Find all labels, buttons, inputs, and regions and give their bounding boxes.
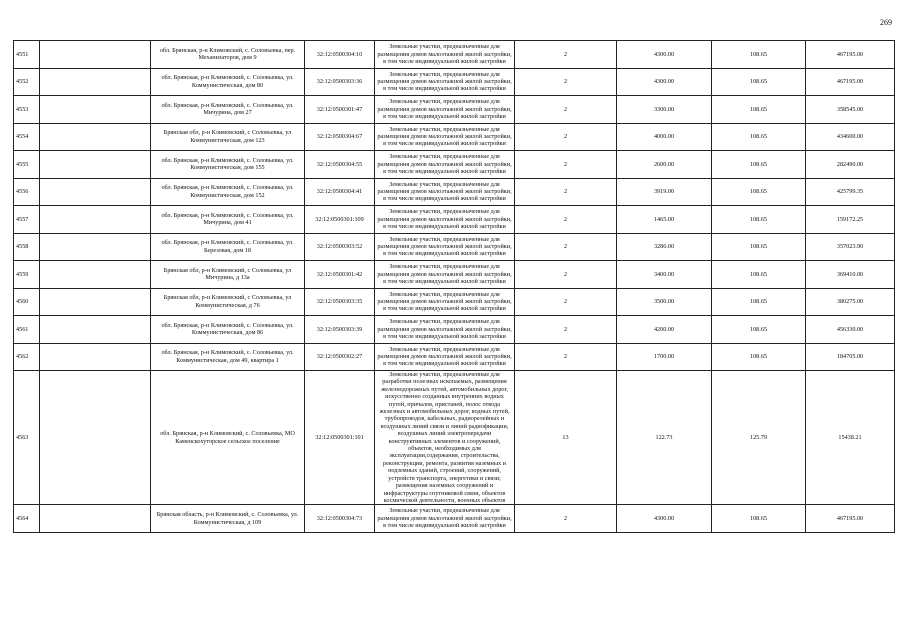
cadastral-number-cell: 32:12:0500303:36	[305, 68, 375, 96]
cadastral-value-cell: 159172.25	[806, 206, 895, 234]
table-row	[14, 371, 895, 505]
cadastral-number-cell: 32:12:0500301:47	[305, 96, 375, 124]
specific-value-cell: 108.65	[712, 123, 806, 151]
empty-cell	[40, 288, 151, 316]
empty-cell	[40, 233, 151, 261]
cadastral-number-cell: 32:12:0500304:41	[305, 178, 375, 206]
address-cell: обл. Брянская, р-н Климовский, с. Соловьевка, пер. Механизаторов, дом 9	[151, 41, 305, 69]
row-number-cell: 4561	[14, 316, 40, 344]
row-number-cell: 4558	[14, 233, 40, 261]
table-row	[14, 505, 895, 533]
address-cell: обл. Брянская, р-н Климовский, с. Соловьевка, МО Каменскохуторское сельское поселение	[151, 371, 305, 505]
cadastral-value-cell: 380275.00	[806, 288, 895, 316]
group-code-cell: 2	[515, 123, 617, 151]
address-cell: обл. Брянская, р-н Климовский, с. Соловьевка, ул. Мичурина, дом 27	[151, 96, 305, 124]
table-row	[14, 123, 895, 151]
group-code-cell: 2	[515, 233, 617, 261]
empty-cell	[40, 41, 151, 69]
row-number-cell: 4553	[14, 96, 40, 124]
group-code-cell: 2	[515, 178, 617, 206]
table-body	[14, 41, 895, 533]
group-code-cell: 13	[515, 371, 617, 505]
specific-value-cell: 108.65	[712, 178, 806, 206]
address-cell: Брянская область, р-н Климовский, с. Соловьевка, ул. Коммунистическая, д 109	[151, 505, 305, 533]
group-code-cell: 2	[515, 505, 617, 533]
address-cell: обл. Брянская, р-н Климовский, с. Соловьевка, ул. Мичурина, дом 41	[151, 206, 305, 234]
land-registry-table	[13, 40, 895, 533]
group-code-cell: 2	[515, 206, 617, 234]
cadastral-number-cell: 32:12:0500304:67	[305, 123, 375, 151]
land-use-cell: Земельные участки, предназначенные для размещения домов малоэтажной жилой застройки, в том числе индивидуальной жилой застройки	[375, 178, 515, 206]
address-cell: Брянская обл, р-н Климовский, с Соловьевка, ул Мичурина, д 13а	[151, 261, 305, 289]
table-row	[14, 261, 895, 289]
group-code-cell: 2	[515, 261, 617, 289]
cadastral-value-cell: 369410.00	[806, 261, 895, 289]
cadastral-value-cell: 282490.00	[806, 151, 895, 179]
cadastral-value-cell: 357023.90	[806, 233, 895, 261]
area-cell: 1465.00	[617, 206, 712, 234]
specific-value-cell: 108.65	[712, 206, 806, 234]
cadastral-number-cell: 32:12:0500303:35	[305, 288, 375, 316]
area-cell: 4300.00	[617, 41, 712, 69]
row-number-cell: 4556	[14, 178, 40, 206]
area-cell: 2600.00	[617, 151, 712, 179]
table-row	[14, 96, 895, 124]
row-number-cell: 4560	[14, 288, 40, 316]
land-use-cell: Земельные участки, предназначенные для размещения домов малоэтажной жилой застройки, в том числе индивидуальной жилой застройки	[375, 261, 515, 289]
address-cell: Брянская обл, р-н Климовский, с Соловьевка, ул Коммунистическая, д 76	[151, 288, 305, 316]
row-number-cell: 4564	[14, 505, 40, 533]
land-use-cell: Земельные участки, предназначенные для разработки полезных ископаемых, размещения железнодорожных путей, автомобильных дорог, искусственно созданных внутренних водных путей, причалов, пристаней, полос отвода железных и автомобильных дорог, водных путей, трубопроводов, кабельных, радиорелейных и воздушных линий связи и линий радиофикации, воздушных линий электропередачи конструктивных элементов и сооружений, объектов, необходимых для эксплуатации,содержания, строительства, реконструкции, ремонта, развития наземных и подземных зданий, строений, сооружений, устройств транспорта, энергетики и связи; размещения наземных сооружений и инфраструктуры спутниковой связи, объектов космической деятельности, военных объектов	[375, 371, 515, 505]
table-row	[14, 288, 895, 316]
group-code-cell: 2	[515, 316, 617, 344]
address-cell: обл. Брянская, р-н Климовский, с. Соловьевка, ул. Коммунистическая, дом 152	[151, 178, 305, 206]
cadastral-value-cell: 425799.35	[806, 178, 895, 206]
land-use-cell: Земельные участки, предназначенные для размещения домов малоэтажной жилой застройки, в том числе индивидуальной жилой застройки	[375, 123, 515, 151]
table-row	[14, 343, 895, 371]
address-cell: Брянская обл, р-н Климовский, с Соловьевка, ул Коммунистическая, дом 123	[151, 123, 305, 151]
specific-value-cell: 108.65	[712, 41, 806, 69]
empty-cell	[40, 261, 151, 289]
row-number-cell: 4559	[14, 261, 40, 289]
land-use-cell: Земельные участки, предназначенные для размещения домов малоэтажной жилой застройки, в том числе индивидуальной жилой застройки	[375, 316, 515, 344]
cadastral-value-cell: 434600.00	[806, 123, 895, 151]
row-number-cell: 4552	[14, 68, 40, 96]
address-cell: обл. Брянская, р-н Климовский, с. Соловьевка, ул. Березовая, дом 18	[151, 233, 305, 261]
land-use-cell: Земельные участки, предназначенные для размещения домов малоэтажной жилой застройки, в том числе индивидуальной жилой застройки	[375, 206, 515, 234]
area-cell: 3300.00	[617, 96, 712, 124]
cadastral-number-cell: 32:12:0500301:42	[305, 261, 375, 289]
land-use-cell: Земельные участки, предназначенные для размещения домов малоэтажной жилой застройки, в том числе индивидуальной жилой застройки	[375, 288, 515, 316]
cadastral-value-cell: 467195.00	[806, 68, 895, 96]
empty-cell	[40, 505, 151, 533]
specific-value-cell: 108.65	[712, 316, 806, 344]
area-cell: 1700.00	[617, 343, 712, 371]
cadastral-number-cell: 32:12:0500302:27	[305, 343, 375, 371]
address-cell: обл. Брянская, р-н Климовский, с. Соловьевка, ул. Коммунистическая, дом 80	[151, 68, 305, 96]
cadastral-number-cell: 32:12:0500301:101	[305, 371, 375, 505]
area-cell: 4300.00	[617, 68, 712, 96]
address-cell: обл. Брянская, р-н Климовский, с. Соловьевка, ул. Коммунистическая, дом 155	[151, 151, 305, 179]
group-code-cell: 2	[515, 96, 617, 124]
table-row	[14, 68, 895, 96]
empty-cell	[40, 206, 151, 234]
specific-value-cell: 125.79	[712, 371, 806, 505]
area-cell: 4300.00	[617, 505, 712, 533]
cadastral-value-cell: 15438.21	[806, 371, 895, 505]
land-use-cell: Земельные участки, предназначенные для размещения домов малоэтажной жилой застройки, в том числе индивидуальной жилой застройки	[375, 505, 515, 533]
row-number-cell: 4555	[14, 151, 40, 179]
area-cell: 3400.00	[617, 261, 712, 289]
table-row	[14, 178, 895, 206]
cadastral-value-cell: 358545.00	[806, 96, 895, 124]
group-code-cell: 2	[515, 343, 617, 371]
group-code-cell: 2	[515, 288, 617, 316]
area-cell: 3919.00	[617, 178, 712, 206]
land-use-cell: Земельные участки, предназначенные для размещения домов малоэтажной жилой застройки, в том числе индивидуальной жилой застройки	[375, 68, 515, 96]
cadastral-value-cell: 467195.00	[806, 41, 895, 69]
page-number: 269	[880, 18, 892, 27]
specific-value-cell: 108.65	[712, 233, 806, 261]
group-code-cell: 2	[515, 41, 617, 69]
specific-value-cell: 108.65	[712, 96, 806, 124]
row-number-cell: 4551	[14, 41, 40, 69]
land-use-cell: Земельные участки, предназначенные для размещения домов малоэтажной жилой застройки, в том числе индивидуальной жилой застройки	[375, 151, 515, 179]
address-cell: обл. Брянская, р-н Климовский, с. Соловьевка, ул. Коммунистическая, дом 49, квартира 1	[151, 343, 305, 371]
area-cell: 3500.00	[617, 288, 712, 316]
area-cell: 4200.00	[617, 316, 712, 344]
specific-value-cell: 108.65	[712, 343, 806, 371]
row-number-cell: 4557	[14, 206, 40, 234]
row-number-cell: 4554	[14, 123, 40, 151]
land-use-cell: Земельные участки, предназначенные для размещения домов малоэтажной жилой застройки, в том числе индивидуальной жилой застройки	[375, 96, 515, 124]
table-row	[14, 41, 895, 69]
cadastral-number-cell: 32:12:0500304:73	[305, 505, 375, 533]
empty-cell	[40, 123, 151, 151]
land-use-cell: Земельные участки, предназначенные для размещения домов малоэтажной жилой застройки, в том числе индивидуальной жилой застройки	[375, 41, 515, 69]
cadastral-number-cell: 32:12:0500301:109	[305, 206, 375, 234]
address-cell: обл. Брянская, р-н Климовский, с. Соловьевка, ул. Коммунистическая, дом 86	[151, 316, 305, 344]
table-row	[14, 206, 895, 234]
empty-cell	[40, 151, 151, 179]
table-row	[14, 316, 895, 344]
row-number-cell: 4562	[14, 343, 40, 371]
empty-cell	[40, 68, 151, 96]
cadastral-number-cell: 32:12:0500304:55	[305, 151, 375, 179]
table-row	[14, 233, 895, 261]
area-cell: 3286.00	[617, 233, 712, 261]
specific-value-cell: 108.65	[712, 505, 806, 533]
group-code-cell: 2	[515, 151, 617, 179]
cadastral-value-cell: 184705.00	[806, 343, 895, 371]
specific-value-cell: 108.65	[712, 68, 806, 96]
empty-cell	[40, 178, 151, 206]
land-use-cell: Земельные участки, предназначенные для размещения домов малоэтажной жилой застройки, в том числе индивидуальной жилой застройки	[375, 343, 515, 371]
empty-cell	[40, 371, 151, 505]
specific-value-cell: 108.65	[712, 288, 806, 316]
specific-value-cell: 108.65	[712, 151, 806, 179]
row-number-cell: 4563	[14, 371, 40, 505]
cadastral-value-cell: 456330.00	[806, 316, 895, 344]
empty-cell	[40, 343, 151, 371]
cadastral-number-cell: 32:12:0500303:52	[305, 233, 375, 261]
specific-value-cell: 108.65	[712, 261, 806, 289]
land-use-cell: Земельные участки, предназначенные для размещения домов малоэтажной жилой застройки, в том числе индивидуальной жилой застройки	[375, 233, 515, 261]
table-row	[14, 151, 895, 179]
cadastral-number-cell: 32:12:0500304:10	[305, 41, 375, 69]
cadastral-number-cell: 32:12:0500303:39	[305, 316, 375, 344]
area-cell: 4000.00	[617, 123, 712, 151]
area-cell: 122.73	[617, 371, 712, 505]
group-code-cell: 2	[515, 68, 617, 96]
empty-cell	[40, 316, 151, 344]
empty-cell	[40, 96, 151, 124]
cadastral-value-cell: 467195.00	[806, 505, 895, 533]
